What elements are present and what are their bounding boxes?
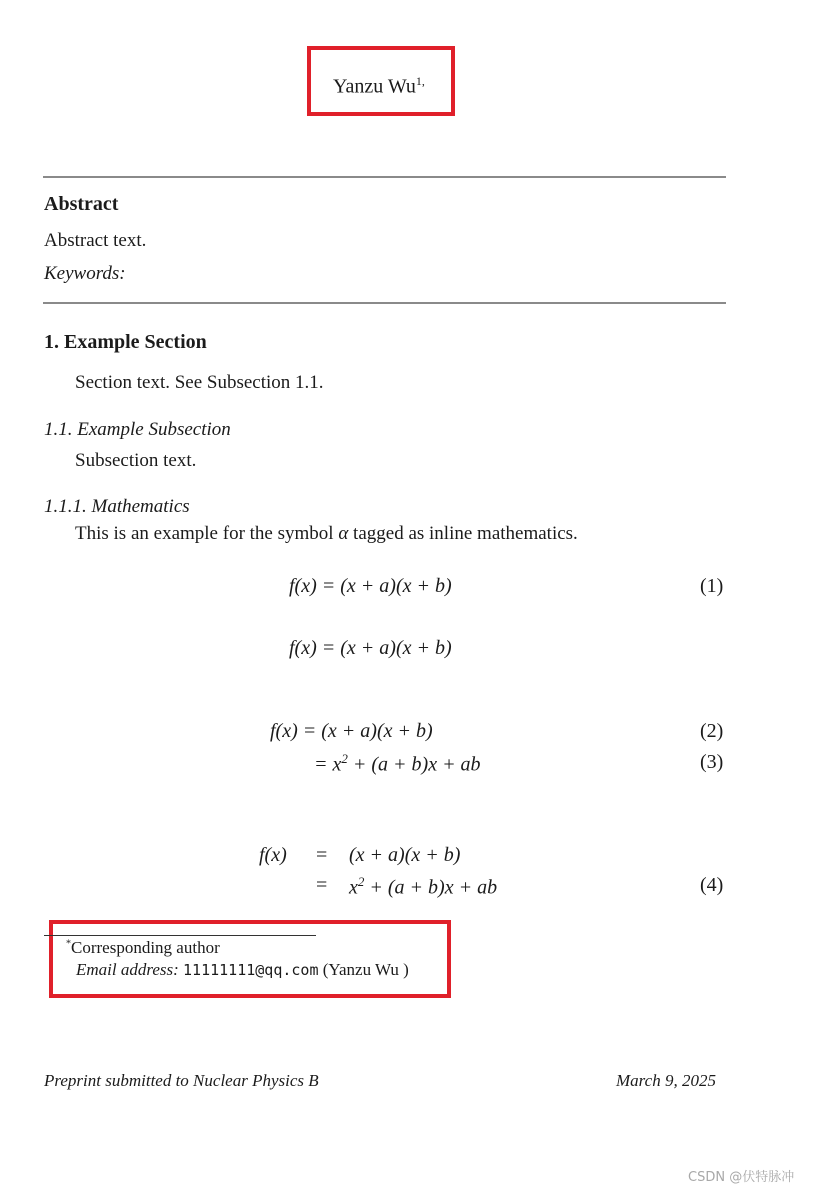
equation-4-number: (4) [700,874,724,896]
subsection-text: Subsection text. [75,450,197,471]
equation-2: f(x) = (x + a)(x + b) [270,720,433,742]
equation-1-number: (1) [700,575,724,597]
equation-3-number: (3) [700,751,724,773]
section-text: Section text. See Subsection 1.1. [75,372,324,393]
section-heading: 1. Example Section [44,331,207,353]
footnote-highlight-box [49,920,451,998]
footer-preprint: Preprint submitted to Nuclear Physics B [44,1071,319,1090]
keywords-label: Keywords: [44,263,126,284]
equation-3: = $x^2 + (a + b)x$ + ab [314,751,481,776]
footnote-rule [44,935,316,936]
equation-4-lhs: f(x) [259,844,287,866]
footnote-corresponding-author: *Corresponding author [66,938,220,957]
abstract-top-rule [43,176,726,178]
equation-unnumbered: f(x) = (x + a)(x + b) [289,637,452,659]
watermark: CSDN @伏特脉冲 [688,1170,795,1185]
subsection-heading: 1.1. Example Subsection [44,419,231,440]
inline-math-alpha: α [338,523,349,544]
equation-4-rhs-2: $x^2 + (a + b)x$ + ab [349,874,498,899]
email-address: 11111111@qq.com [183,961,319,979]
equation-4-rhs-1: (x + a)(x + b) [349,844,461,866]
subsubsection-text: This is an example for the symbol α tagged as inline mathematics. [75,523,578,544]
footer-date: March 9, 2025 [616,1071,716,1090]
abstract-bottom-rule [43,302,726,304]
subsubsection-heading: 1.1.1. Mathematics [44,496,190,517]
affiliation-mark: 1, [415,74,425,88]
equation-1: f(x) = (x + a)(x + b) [289,575,452,597]
equation-4-rel-1: = [316,844,328,866]
equation-2-number: (2) [700,720,724,742]
equation-4-rel-2: = [316,874,328,896]
abstract-text: Abstract text. [44,230,147,251]
author-name: Yanzu $Wu^{1,}$ [333,74,425,98]
footnote-email: Email address: 11111111@qq.com (Yanzu Wu ) [76,960,409,979]
abstract-heading: Abstract [44,193,119,215]
